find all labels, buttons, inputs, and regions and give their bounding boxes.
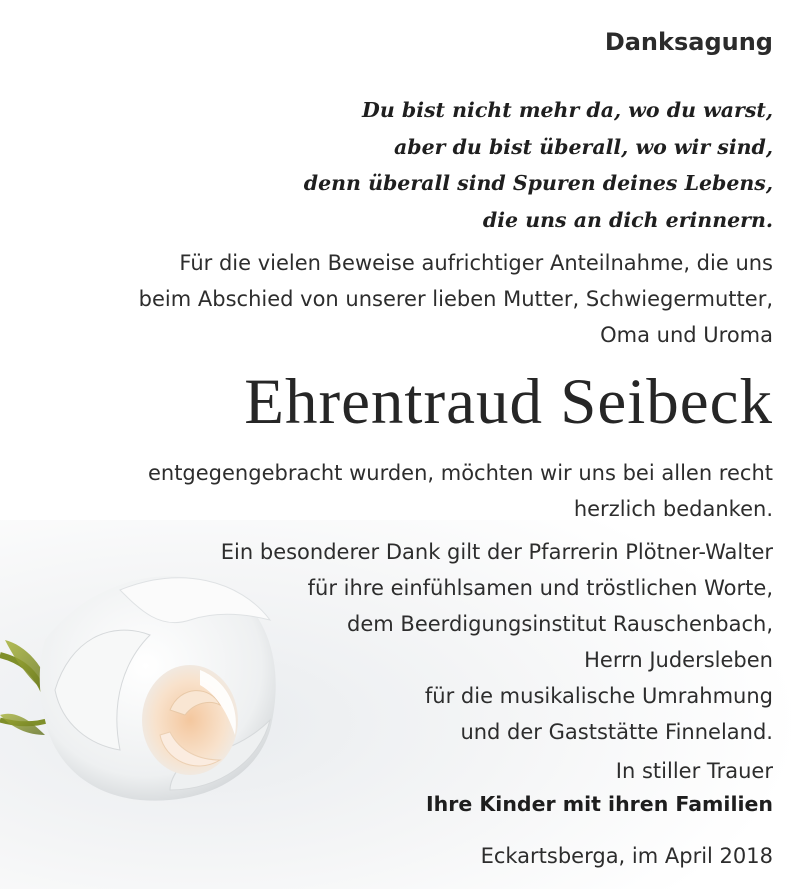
intro-paragraph bbox=[139, 245, 773, 353]
intro-line: Für die vielen Beweise aufrichtiger Anteilnahme, die uns bbox=[179, 251, 773, 275]
poem-line: Du bist nicht mehr da, wo du warst, bbox=[362, 98, 773, 122]
page-title: Danksagung bbox=[604, 28, 773, 56]
poem bbox=[304, 92, 773, 238]
place-date: Eckartsberga, im April 2018 bbox=[480, 844, 773, 868]
intro-line: Oma und Uroma bbox=[600, 323, 773, 347]
deceased-name: Ehrentraud Seibeck bbox=[244, 366, 773, 438]
signature: Ihre Kinder mit ihren Familien bbox=[426, 792, 773, 816]
poem-line: denn überall sind Spuren deines Lebens, bbox=[303, 171, 773, 195]
poem-line: aber du bist überall, wo wir sind, bbox=[394, 134, 773, 159]
thanks-line: für die musikalische Umrahmung bbox=[424, 684, 773, 708]
thanks-line: für ihre einfühlsamen und tröstlichen Worte, bbox=[307, 576, 773, 600]
thanks-line: dem Beerdigungsinstitut Rauschenbach, bbox=[347, 612, 773, 636]
thanks-line: Herrn Judersleben bbox=[584, 648, 773, 672]
intro-line: beim Abschied von unserer lieben Mutter, Schwiegermutter, bbox=[138, 287, 773, 311]
thanks-line: entgegengebracht wurden, möchten wir uns bei allen recht bbox=[147, 461, 773, 485]
thanks-special-paragraph bbox=[221, 534, 773, 750]
thanks-general-paragraph bbox=[148, 455, 773, 527]
poem-line: die uns an dich erinnern. bbox=[482, 207, 773, 232]
thanks-line: herzlich bedanken. bbox=[573, 497, 773, 521]
closing-label: In stiller Trauer bbox=[615, 759, 773, 783]
thanks-line: Ein besonderer Dank gilt der Pfarrerin Plötner-Walter bbox=[220, 540, 773, 564]
thanks-line: und der Gaststätte Finneland. bbox=[460, 720, 773, 744]
